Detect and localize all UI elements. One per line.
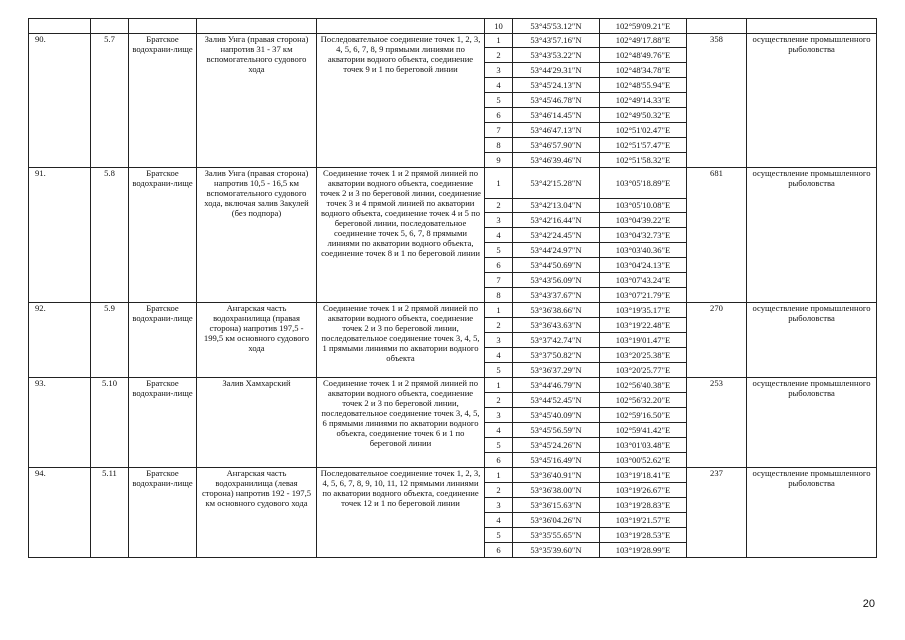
purpose: осуществление промышленного рыболовства [747, 303, 877, 378]
table-row [29, 34, 877, 48]
point-longitude: 103°19'26.67"E [600, 483, 687, 498]
point-number: 2 [485, 483, 513, 498]
point-number: 1 [485, 468, 513, 483]
reservoir: Братское водохрани-лище [129, 34, 197, 168]
point-latitude: 53°46'57.90"N [513, 138, 600, 153]
boundary-description: Последовательное соединение точек 1, 2, 3, 4, 5, 6, 7, 8, 9, 10, 11, 12 прямыми линиями по акватории водного объекта, соединение точек 12 и 1 по береговой линии [317, 468, 485, 558]
point-number: 3 [485, 333, 513, 348]
table-body [29, 19, 877, 558]
point-number: 4 [485, 228, 513, 243]
point-longitude: 102°51'58.32"E [600, 153, 687, 168]
point-latitude: 53°46'47.13"N [513, 123, 600, 138]
point-number: 1 [485, 34, 513, 48]
point-latitude: 53°44'46.79"N [513, 378, 600, 393]
point-latitude: 53°46'39.46"N [513, 153, 600, 168]
point-number: 5 [485, 528, 513, 543]
point-latitude: 53°37'42.74"N [513, 333, 600, 348]
point-number: 4 [485, 513, 513, 528]
point-longitude: 103°20'25.77"E [600, 363, 687, 378]
point-number: 3 [485, 498, 513, 513]
point-latitude: 53°44'52.45"N [513, 393, 600, 408]
purpose: осуществление промышленного рыболовства [747, 34, 877, 168]
point-number: 1 [485, 168, 513, 199]
purpose [747, 19, 877, 34]
point-longitude: 102°48'49.76"E [600, 48, 687, 63]
point-longitude: 103°07'21.79"E [600, 288, 687, 303]
location: Залив Унга (правая сторона) напротив 31 - 37 км вспомогательного судового хода [197, 34, 317, 168]
point-latitude: 53°45'53.12"N [513, 19, 600, 34]
point-latitude: 53°45'56.59"N [513, 423, 600, 438]
reservoir: Братское водохрани-лище [129, 168, 197, 303]
point-longitude: 102°48'34.78"E [600, 63, 687, 78]
point-longitude: 102°49'50.32"E [600, 108, 687, 123]
point-latitude: 53°42'16.44"N [513, 213, 600, 228]
point-number: 2 [485, 48, 513, 63]
point-latitude: 53°36'40.91"N [513, 468, 600, 483]
location: Залив Хамхарский [197, 378, 317, 468]
reservoir [129, 19, 197, 34]
point-longitude: 103°19'22.48"E [600, 318, 687, 333]
entry-code: 5.9 [91, 303, 129, 378]
point-latitude: 53°44'50.69"N [513, 258, 600, 273]
point-number: 5 [485, 93, 513, 108]
point-latitude: 53°44'29.31"N [513, 63, 600, 78]
point-latitude: 53°42'13.04"N [513, 199, 600, 213]
purpose: осуществление промышленного рыболовства [747, 378, 877, 468]
table-row [29, 468, 877, 483]
point-longitude: 103°19'35.17"E [600, 303, 687, 318]
point-number: 6 [485, 258, 513, 273]
point-latitude: 53°46'14.45"N [513, 108, 600, 123]
point-longitude: 102°59'09.21"E [600, 19, 687, 34]
point-latitude: 53°36'38.66"N [513, 303, 600, 318]
point-longitude: 102°49'14.33"E [600, 93, 687, 108]
table-row [29, 378, 877, 393]
point-number: 5 [485, 243, 513, 258]
point-longitude: 102°51'57.47"E [600, 138, 687, 153]
point-number: 3 [485, 63, 513, 78]
point-latitude: 53°45'40.09"N [513, 408, 600, 423]
point-number: 5 [485, 438, 513, 453]
table-row [29, 19, 877, 34]
point-number: 8 [485, 288, 513, 303]
point-latitude: 53°36'04.26"N [513, 513, 600, 528]
area: 358 [687, 34, 747, 168]
point-longitude: 103°19'21.57"E [600, 513, 687, 528]
point-number: 4 [485, 78, 513, 93]
point-longitude: 102°59'16.50"E [600, 408, 687, 423]
location [197, 19, 317, 34]
point-latitude: 53°43'37.67"N [513, 288, 600, 303]
point-longitude: 103°20'25.38"E [600, 348, 687, 363]
point-latitude: 53°43'57.16"N [513, 34, 600, 48]
table-row [29, 303, 877, 318]
point-longitude: 103°04'32.73"E [600, 228, 687, 243]
area: 681 [687, 168, 747, 303]
point-longitude: 103°07'43.24"E [600, 273, 687, 288]
point-longitude: 103°01'03.48"E [600, 438, 687, 453]
point-number: 2 [485, 393, 513, 408]
area: 253 [687, 378, 747, 468]
point-latitude: 53°37'50.82"N [513, 348, 600, 363]
point-number: 6 [485, 543, 513, 558]
point-longitude: 103°19'01.47"E [600, 333, 687, 348]
point-latitude: 53°35'55.65"N [513, 528, 600, 543]
reservoir: Братское водохрани-лище [129, 303, 197, 378]
point-longitude: 102°51'02.47"E [600, 123, 687, 138]
point-longitude: 103°05'10.08"E [600, 199, 687, 213]
point-number: 5 [485, 363, 513, 378]
point-number: 7 [485, 123, 513, 138]
boundary-description [317, 19, 485, 34]
point-latitude: 53°36'15.63"N [513, 498, 600, 513]
point-number: 10 [485, 19, 513, 34]
entry-code: 5.8 [91, 168, 129, 303]
entry-code: 5.11 [91, 468, 129, 558]
entry-number: 90. [29, 34, 91, 168]
area [687, 19, 747, 34]
point-longitude: 103°04'39.22"E [600, 213, 687, 228]
point-number: 7 [485, 273, 513, 288]
fishing-areas-table [28, 18, 877, 558]
point-latitude: 53°45'24.13"N [513, 78, 600, 93]
point-number: 9 [485, 153, 513, 168]
point-latitude: 53°45'46.78"N [513, 93, 600, 108]
point-latitude: 53°36'37.29"N [513, 363, 600, 378]
point-longitude: 103°04'24.13"E [600, 258, 687, 273]
point-longitude: 103°19'28.53"E [600, 528, 687, 543]
reservoir: Братское водохрани-лище [129, 378, 197, 468]
entry-code: 5.7 [91, 34, 129, 168]
point-latitude: 53°44'24.97"N [513, 243, 600, 258]
point-number: 8 [485, 138, 513, 153]
point-longitude: 102°56'32.20"E [600, 393, 687, 408]
entry-number: 92. [29, 303, 91, 378]
point-longitude: 103°00'52.62"E [600, 453, 687, 468]
entry-number: 94. [29, 468, 91, 558]
point-longitude: 103°19'28.83"E [600, 498, 687, 513]
boundary-description: Соединение точек 1 и 2 прямой линией по акватории водного объекта, соединение точек 2 и 3 по береговой линии, последовательное соединение точек 3, 4, 5, 6 прямыми линиями по акватории водного объекта, соединение точек 6 и 1 по береговой линии [317, 378, 485, 468]
point-number: 6 [485, 108, 513, 123]
point-longitude: 103°19'18.41"E [600, 468, 687, 483]
point-longitude: 102°49'17.88"E [600, 34, 687, 48]
location: Ангарская часть водохранилища (правая сторона) напротив 197,5 - 199,5 км основного судового хода [197, 303, 317, 378]
location: Залив Унга (правая сторона) напротив 10,5 - 16,5 км вспомогательного судового хода, включая залив Закулей (без подпора) [197, 168, 317, 303]
purpose: осуществление промышленного рыболовства [747, 168, 877, 303]
point-number: 3 [485, 408, 513, 423]
boundary-description: Соединение точек 1 и 2 прямой линией по акватории водного объекта, соединение точек 2 и 3 по береговой линии, соединение точек 3 и 4 прямой линией по акватории водного объекта, соединение точек 4 и 5 по береговой линии, последовательное соединение точек 5, 6, 7, 8 прямыми линиями по акватории водного объекта, соединение точек 8 и 1 по береговой линии [317, 168, 485, 303]
point-latitude: 53°45'16.49"N [513, 453, 600, 468]
boundary-description: Соединение точек 1 и 2 прямой линией по акватории водного объекта, соединение точек 2 и 3 по береговой линии, последовательное соединение точек 3, 4, 5, 1 прямыми линиями по акватории водного объекта [317, 303, 485, 378]
area: 237 [687, 468, 747, 558]
point-number: 1 [485, 378, 513, 393]
point-number: 4 [485, 348, 513, 363]
entry-code: 5.10 [91, 378, 129, 468]
point-number: 6 [485, 453, 513, 468]
boundary-description: Последовательное соединение точек 1, 2, 3, 4, 5, 6, 7, 8, 9 прямыми линиями по акватории водного объекта, соединение точек 9 и 1 по береговой линии [317, 34, 485, 168]
table-row [29, 168, 877, 199]
point-longitude: 102°59'41.42"E [600, 423, 687, 438]
purpose: осуществление промышленного рыболовства [747, 468, 877, 558]
point-latitude: 53°36'43.63"N [513, 318, 600, 333]
entry-number: 91. [29, 168, 91, 303]
point-latitude: 53°45'24.26"N [513, 438, 600, 453]
point-latitude: 53°42'24.45"N [513, 228, 600, 243]
point-latitude: 53°43'53.22"N [513, 48, 600, 63]
point-latitude: 53°36'38.00"N [513, 483, 600, 498]
point-number: 2 [485, 199, 513, 213]
point-number: 4 [485, 423, 513, 438]
entry-number [29, 19, 91, 34]
point-number: 2 [485, 318, 513, 333]
point-number: 1 [485, 303, 513, 318]
point-latitude: 53°43'56.09"N [513, 273, 600, 288]
reservoir: Братское водохрани-лище [129, 468, 197, 558]
point-longitude: 103°19'28.99"E [600, 543, 687, 558]
point-longitude: 103°05'18.89"E [600, 168, 687, 199]
entry-number: 93. [29, 378, 91, 468]
page-number: 20 [862, 598, 875, 610]
point-number: 3 [485, 213, 513, 228]
point-longitude: 102°48'55.94"E [600, 78, 687, 93]
point-longitude: 102°56'40.38"E [600, 378, 687, 393]
location: Ангарская часть водохранилища (левая сторона) напротив 192 - 197,5 км основного судового хода [197, 468, 317, 558]
point-latitude: 53°42'15.28"N [513, 168, 600, 199]
point-latitude: 53°35'39.60"N [513, 543, 600, 558]
point-longitude: 103°03'40.36"E [600, 243, 687, 258]
entry-code [91, 19, 129, 34]
area: 270 [687, 303, 747, 378]
